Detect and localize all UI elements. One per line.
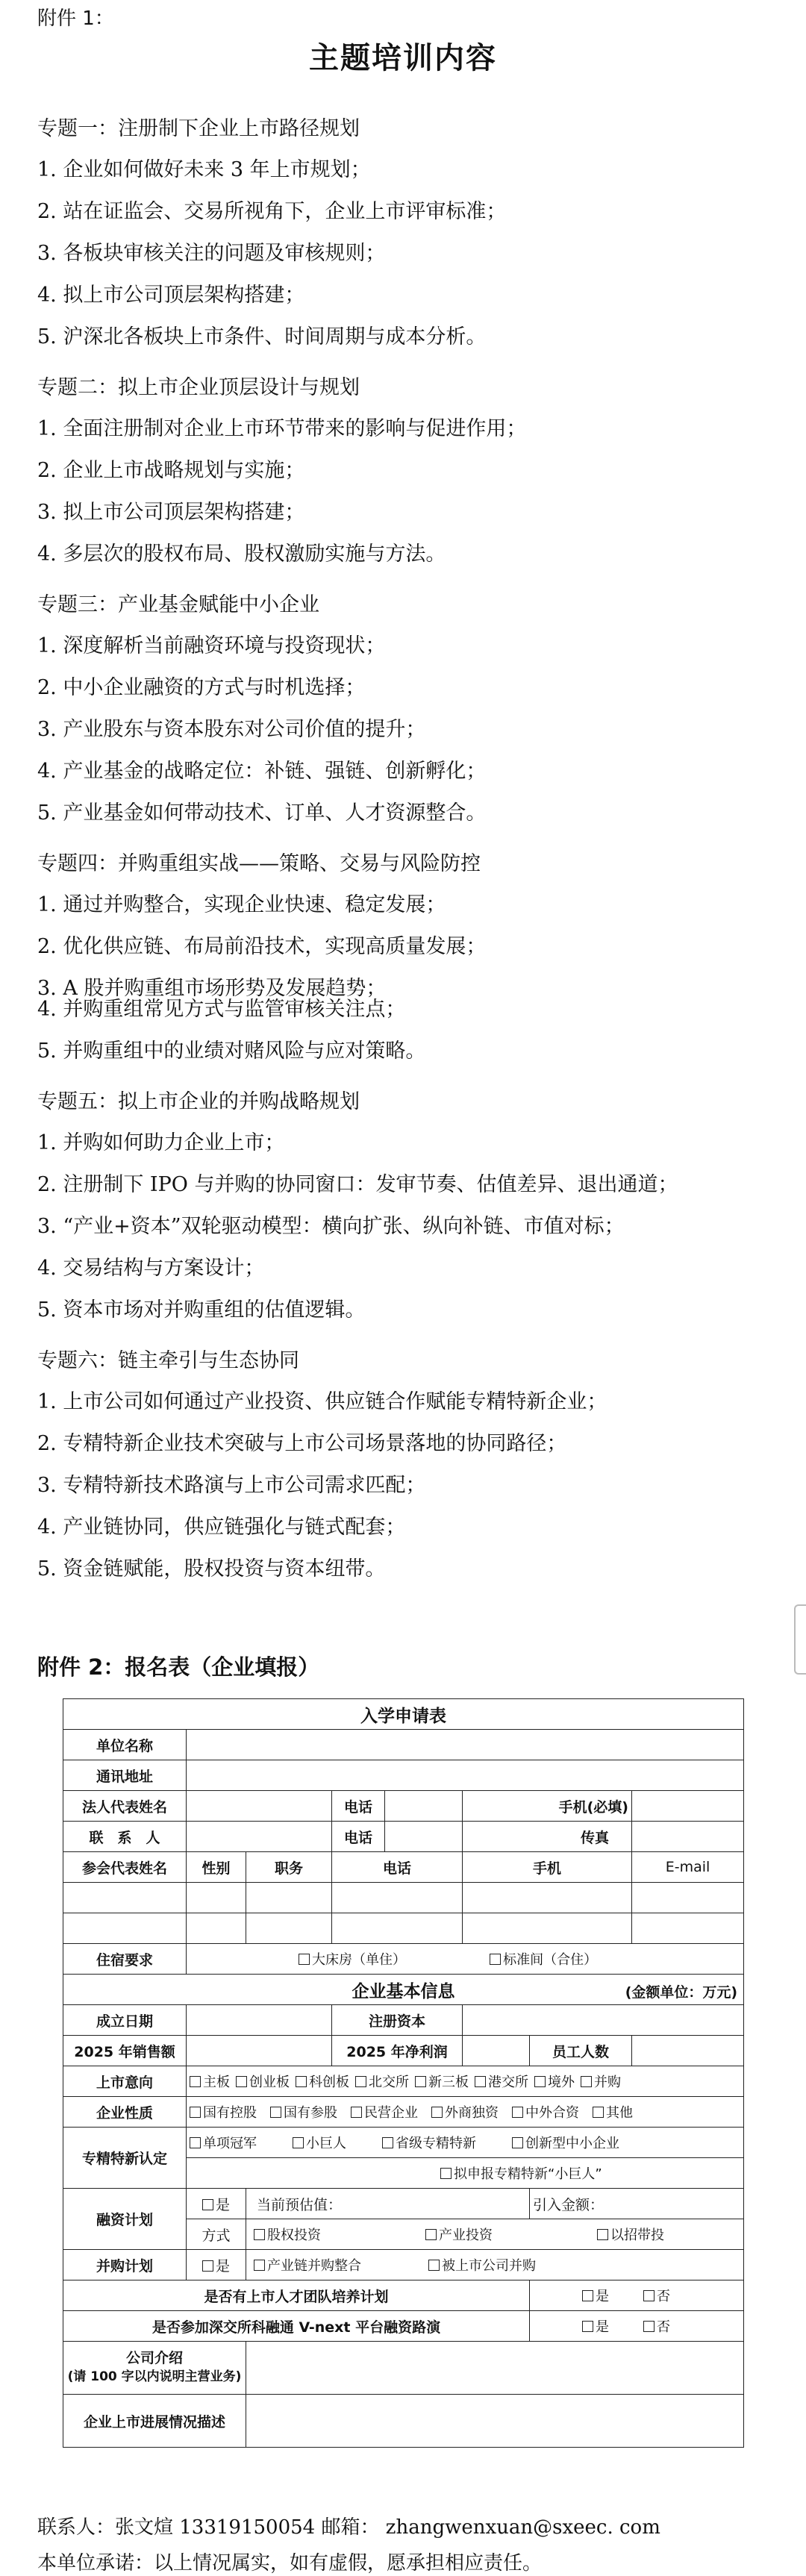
topic-heading: 专题四：并购重组实战——策略、交易与风险防控: [37, 852, 481, 875]
page-title: 主题培训内容: [309, 40, 497, 75]
listing-option-label: 主板: [203, 2075, 230, 2090]
ma-row: [63, 2250, 744, 2280]
listing-option-label: 新三板: [428, 2075, 469, 2090]
topic-item: 5. 产业基金如何带动技术、订单、人才资源整合。: [37, 801, 487, 825]
gender-label: 性别: [187, 1852, 246, 1883]
ma-option-label: 被上市公司并购: [442, 2258, 536, 2274]
attendee-row: [63, 1913, 744, 1944]
phone-label: 电话: [332, 1791, 385, 1821]
fax-field[interactable]: [632, 1822, 744, 1852]
srdi-option-checkbox[interactable]: [190, 2137, 201, 2148]
topic-item: 4. 产业基金的战略定位：补链、强链、创新孵化；: [37, 760, 487, 783]
lodging-label: 住宿要求: [63, 1944, 187, 1975]
topic-item: 5. 沪深北各板块上市条件、时间周期与成本分析。: [37, 325, 487, 348]
legal-rep-label: 法人代表姓名: [63, 1791, 187, 1822]
founded-field[interactable]: [187, 2005, 332, 2036]
tel-label: 电话: [332, 1852, 463, 1883]
srdi-option-label: 单项冠军: [203, 2136, 257, 2151]
financing-label: 融资计划: [63, 2189, 187, 2250]
topic-item: 4. 拟上市公司顶层架构搭建；: [37, 284, 305, 307]
unit-name-row: [63, 1730, 744, 1760]
talent-question: 是否有上市人才团队培养计划: [63, 2280, 530, 2311]
srdi-option-label: 小巨人: [306, 2136, 346, 2151]
contact-person-field[interactable]: [187, 1822, 332, 1852]
sales-label: 2025 年销售额: [63, 2036, 187, 2066]
nature-option-label: 国有参股: [284, 2105, 337, 2121]
employees-label: 员工人数: [530, 2036, 632, 2066]
sales-field[interactable]: [187, 2036, 332, 2066]
roadshow-row: [63, 2311, 744, 2342]
form-title: 入学申请表: [63, 1699, 744, 1730]
unit-name-label: 单位名称: [63, 1730, 187, 1760]
nature-row: [63, 2097, 744, 2128]
listing-intent-label: 上市意向: [63, 2066, 187, 2097]
topic-item: 3. 各板块审核关注的问题及审核规则；: [37, 242, 386, 265]
topic-item: 1. 上市公司如何通过产业投资、供应链合作赋能专精特新企业；: [37, 1390, 607, 1413]
attachment-2-title: 附件 2：报名表（企业填报）: [37, 1654, 320, 1680]
topic-item: 1. 深度解析当前融资环境与投资现状；: [37, 634, 386, 657]
topic-item: 2. 站在证监会、交易所视角下，企业上市评审标准；: [37, 200, 507, 223]
listing-option-checkbox[interactable]: [415, 2076, 426, 2087]
reg-capital-label: 注册资本: [332, 2005, 463, 2036]
listing-options: [187, 2066, 744, 2097]
contact-line: 联系人：张文煊 13319150054 邮箱： zhangwenxuan@sxeec. com: [37, 2516, 660, 2539]
nature-option-label: 国有控股: [203, 2105, 257, 2121]
listing-option-checkbox[interactable]: [475, 2076, 486, 2087]
nature-option-checkbox[interactable]: [431, 2107, 443, 2118]
nature-option-checkbox[interactable]: [351, 2107, 362, 2118]
listing-option-checkbox[interactable]: [355, 2076, 366, 2087]
mobile-label: 手机: [463, 1852, 632, 1883]
attachment-1-label: 附件 1：: [37, 7, 114, 30]
address-field[interactable]: [187, 1760, 744, 1791]
raise-amount-label: 引入金额：: [533, 2196, 604, 2213]
topic-heading: 专题三：产业基金赋能中小企业: [37, 593, 319, 616]
talent-no-checkbox[interactable]: [643, 2290, 655, 2301]
attendee-row: [63, 1883, 744, 1913]
listing-progress-label: 企业上市进展情况描述: [63, 2395, 246, 2448]
topic-item: 2. 注册制下 IPO 与并购的协同窗口：发审节奏、估值差异、退出通道；: [37, 1173, 678, 1196]
srdi-option-checkbox[interactable]: [382, 2137, 393, 2148]
topic-item: 2. 企业上市战略规划与实施；: [37, 459, 305, 482]
listing-progress-field[interactable]: [246, 2395, 744, 2448]
talent-yes-label: 是: [596, 2289, 609, 2304]
room-single-label: 大床房（单住）: [312, 1952, 406, 1968]
topic-item: 3. A 股并购重组市场形势及发展趋势；: [37, 977, 387, 1000]
profit-label: 2025 年净利润: [332, 2036, 463, 2066]
sales-row: [63, 2036, 744, 2066]
talent-yes-checkbox[interactable]: [582, 2290, 593, 2301]
listing-option-label: 北交所: [369, 2075, 409, 2090]
form-title-row: [63, 1699, 744, 1730]
room-single-checkbox[interactable]: [299, 1954, 310, 1965]
attendee-cell[interactable]: [63, 1883, 187, 1913]
phone-field[interactable]: [385, 1791, 462, 1821]
ma-options: [246, 2250, 744, 2280]
fax-label: 传真: [463, 1822, 632, 1852]
srdi-planned-checkbox[interactable]: [440, 2168, 452, 2179]
financing-method-label: 股权投资: [267, 2228, 321, 2243]
nature-option-label: 民营企业: [364, 2105, 418, 2121]
company-info-header-row: [63, 1975, 744, 2005]
listing-option-label: 科创板: [309, 2075, 349, 2090]
srdi-option-label: 省级专精特新: [396, 2136, 476, 2151]
topic-item: 1. 全面注册制对企业上市环节带来的影响与促进作用；: [37, 417, 527, 440]
topic-heading: 专题六：链主牵引与生态协同: [37, 1349, 299, 1372]
roadshow-yes-checkbox[interactable]: [582, 2321, 593, 2332]
financing-yes-checkbox[interactable]: [202, 2199, 213, 2210]
listing-progress-row: [63, 2395, 744, 2448]
amount-unit-note: (金额单位：万元): [625, 1984, 738, 2001]
nature-option-checkbox[interactable]: [190, 2107, 201, 2118]
nature-option-label: 中外合资: [525, 2105, 579, 2121]
ma-yes-checkbox[interactable]: [202, 2260, 213, 2272]
financing-method-label: 产业投资: [439, 2228, 493, 2243]
topic-item: 5. 资金链赋能，股权投资与资本纽带。: [37, 1557, 386, 1581]
address-row: [63, 1760, 744, 1791]
founded-label: 成立日期: [63, 2005, 187, 2036]
topic-heading: 专题二：拟上市企业顶层设计与规划: [37, 376, 360, 399]
topic-heading: 专题五：拟上市企业的并购战略规划: [37, 1090, 360, 1113]
listing-intent-row: [63, 2066, 744, 2097]
declaration-line: 本单位承诺：以上情况属实，如有虚假，愿承担相应责任。: [37, 2552, 543, 2575]
roadshow-question: 是否参加深交所科融通 V-next 平台融资路演: [63, 2311, 530, 2342]
srdi-option-label: 创新型中小企业: [525, 2136, 619, 2151]
talent-no-label: 否: [657, 2289, 671, 2304]
listing-option-checkbox[interactable]: [534, 2076, 546, 2087]
topic-item: 3. 专精特新技术路演与上市公司需求匹配；: [37, 1474, 426, 1497]
company-intro-label: 公司介绍: [125, 2350, 183, 2366]
topic-item: 5. 并购重组中的业绩对赌风险与应对策略。: [37, 1040, 426, 1063]
legal-rep-row: [63, 1791, 744, 1822]
unit-name-field[interactable]: [187, 1730, 744, 1760]
ma-yes-label: 是: [215, 2257, 230, 2275]
mobile-required-field[interactable]: [632, 1791, 744, 1822]
nature-label: 企业性质: [63, 2097, 187, 2128]
topic-item: 1. 企业如何做好未来 3 年上市规划；: [37, 158, 371, 181]
topic-item: 4. 交易结构与方案设计；: [37, 1257, 265, 1280]
srdi-option-checkbox[interactable]: [293, 2137, 304, 2148]
financing-method-checkbox[interactable]: [597, 2229, 608, 2240]
financing-row-1: [63, 2189, 744, 2219]
financing-method-label: 以招带投: [610, 2228, 664, 2243]
attendee-header-row: [63, 1852, 744, 1883]
nature-option-checkbox[interactable]: [593, 2107, 604, 2118]
company-intro-note: (请 100 字以内说明主营业务): [67, 2369, 242, 2384]
topic-item: 3. 产业股东与资本股东对公司价值的提升；: [37, 718, 426, 741]
roadshow-no-label: 否: [657, 2319, 671, 2335]
srdi-planned-label: 拟申报专精特新“小巨人”: [454, 2166, 602, 2182]
financing-methods: [246, 2219, 744, 2250]
nature-option-label: 其他: [606, 2105, 633, 2121]
topic-item: 1. 通过并购整合，实现企业快速、稳定发展；: [37, 893, 446, 916]
contact-person-label: 联 系 人: [63, 1822, 187, 1852]
ma-option-checkbox[interactable]: [428, 2260, 440, 2271]
srdi-options: [187, 2128, 744, 2158]
roadshow-no-checkbox[interactable]: [643, 2321, 655, 2332]
topic-item: 2. 优化供应链、布局前沿技术，实现高质量发展；: [37, 935, 487, 958]
room-double-label: 标准间（合住）: [503, 1952, 598, 1968]
nature-option-checkbox[interactable]: [512, 2107, 523, 2118]
position-label: 职务: [246, 1852, 332, 1883]
topic-item: 4. 产业链协同，供应链强化与链式配套；: [37, 1516, 406, 1539]
topic-item: 2. 中小企业融资的方式与时机选择；: [37, 676, 366, 699]
topic-item: 4. 并购重组常见方式与监管审核关注点；: [37, 998, 406, 1021]
nature-option-label: 外商独资: [445, 2105, 499, 2121]
reg-capital-field[interactable]: [463, 2005, 744, 2036]
founded-row: [63, 2005, 744, 2036]
address-label: 通讯地址: [63, 1760, 187, 1791]
srdi-row: [63, 2128, 744, 2158]
room-double-checkbox[interactable]: [490, 1954, 501, 1965]
lodging-row: [63, 1944, 744, 1975]
topic-item: 1. 并购如何助力企业上市；: [37, 1131, 285, 1154]
nature-options: [187, 2097, 744, 2128]
company-intro-field[interactable]: [246, 2342, 744, 2395]
topic-item: 5. 资本市场对并购重组的估值逻辑。: [37, 1298, 366, 1322]
registration-form: [63, 1698, 744, 2448]
financing-method-checkbox[interactable]: [425, 2229, 437, 2240]
attendee-name-label: 参会代表姓名: [63, 1852, 187, 1883]
employees-field[interactable]: [632, 2036, 744, 2066]
email-label: E-mail: [632, 1852, 744, 1883]
topic-item: 2. 专精特新企业技术突破与上市公司场景落地的协同路径；: [37, 1432, 567, 1455]
listing-option-checkbox[interactable]: [296, 2076, 307, 2087]
valuation-label: 当前预估值：: [257, 2196, 343, 2213]
financing-yes-label: 是: [215, 2196, 230, 2213]
listing-option-checkbox[interactable]: [236, 2076, 247, 2087]
company-info-title: 企业基本信息: [352, 1981, 455, 2001]
contact-row: [63, 1822, 744, 1852]
company-intro-row: [63, 2342, 744, 2395]
ma-option-checkbox[interactable]: [254, 2260, 265, 2271]
mobile-required-label: 手机(必填): [463, 1791, 632, 1822]
talent-row: [63, 2280, 744, 2311]
side-scroll-tab[interactable]: [794, 1604, 806, 1675]
attendee-cell[interactable]: [63, 1913, 187, 1944]
financing-method-checkbox[interactable]: [254, 2229, 265, 2240]
contact-phone-field[interactable]: [385, 1822, 462, 1851]
legal-rep-field[interactable]: [187, 1791, 332, 1822]
listing-option-label: 境外: [548, 2075, 575, 2090]
roadshow-yes-label: 是: [596, 2319, 609, 2335]
topic-heading: 专题一：注册制下企业上市路径规划: [37, 117, 360, 140]
contact-phone-label: 电话: [332, 1822, 385, 1851]
srdi-label: 专精特新认定: [63, 2128, 187, 2189]
topic-item: 4. 多层次的股权布局、股权激励实施与方法。: [37, 543, 446, 566]
listing-option-checkbox[interactable]: [581, 2076, 592, 2087]
listing-option-label: 创业板: [249, 2075, 290, 2090]
ma-option-label: 产业链并购整合: [267, 2258, 361, 2274]
ma-label: 并购计划: [63, 2250, 187, 2280]
listing-option-label: 港交所: [488, 2075, 528, 2090]
topic-item: 3. “产业+资本”双轮驱动模型：横向扩张、纵向补链、市值对标；: [37, 1215, 625, 1238]
profit-field[interactable]: [463, 2036, 530, 2066]
listing-option-label: 并购: [594, 2075, 621, 2090]
nature-option-checkbox[interactable]: [270, 2107, 281, 2118]
listing-option-checkbox[interactable]: [190, 2076, 201, 2087]
method-label: 方式: [187, 2219, 246, 2250]
topic-item: 3. 拟上市公司顶层架构搭建；: [37, 501, 305, 524]
srdi-option-checkbox[interactable]: [512, 2137, 523, 2148]
